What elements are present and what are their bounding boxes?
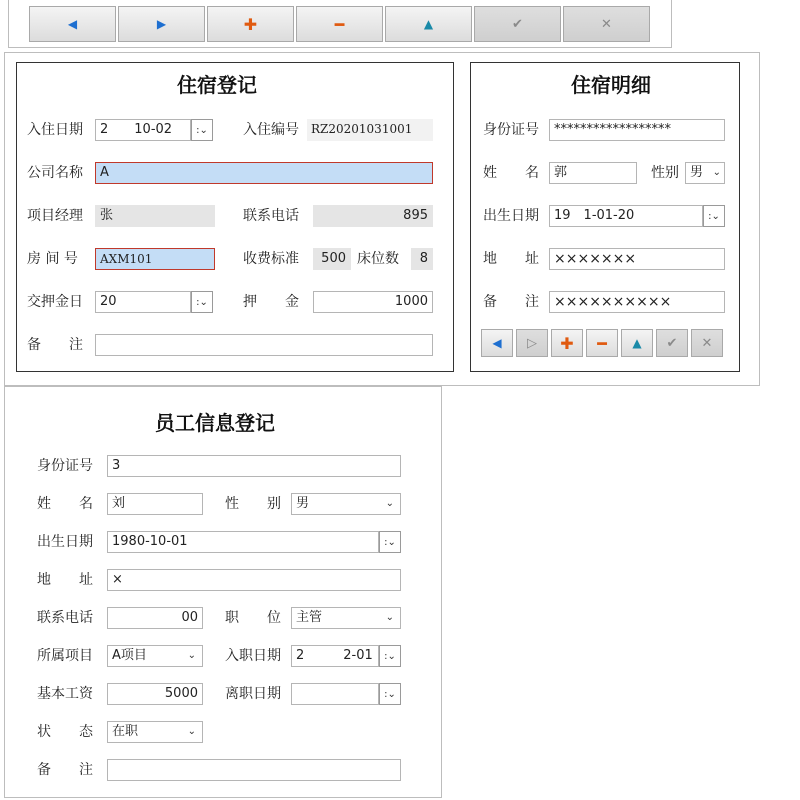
beds-label: 床位数 — [357, 251, 399, 267]
check-icon: ✔ — [666, 335, 678, 351]
top-toolbar-panel — [8, 0, 672, 48]
remark-field[interactable]: ×××××××××× — [549, 291, 725, 313]
edit-record-button[interactable] — [385, 6, 472, 42]
room-label: 房 间 号 — [27, 251, 78, 267]
emp-status-label: 状 态 — [37, 724, 93, 740]
emp-phone-label: 联系电话 — [37, 610, 93, 626]
emp-birth-label: 出生日期 — [37, 534, 93, 550]
birth-field[interactable]: 19 1-01-20 — [549, 205, 703, 227]
emp-position-value: 主管 — [296, 610, 323, 625]
delete-record-button[interactable] — [296, 6, 383, 42]
up-triangle-icon: ▲ — [423, 17, 434, 31]
remark-label: 备 注 — [483, 294, 539, 310]
emp-gender-select[interactable] — [291, 493, 401, 515]
id-field[interactable]: ****************** — [549, 119, 725, 141]
detail-delete-button[interactable] — [586, 329, 618, 357]
checkin-no-field[interactable]: RZ20201031001 — [307, 119, 433, 141]
chevron-down-icon: :⌄ — [384, 650, 396, 662]
cancel-edit-button[interactable] — [563, 6, 650, 42]
emp-position-select[interactable] — [291, 607, 401, 629]
emp-gender-label: 性 别 — [225, 496, 281, 512]
up-triangle-icon: ▲ — [632, 336, 642, 350]
chevron-down-icon: :⌄ — [196, 296, 208, 308]
prev-record-button[interactable] — [29, 6, 116, 42]
manager-label: 项目经理 — [27, 208, 83, 224]
emp-address-field[interactable]: × — [107, 569, 401, 591]
chevron-down-icon: ⌄ — [385, 498, 394, 509]
emp-project-label: 所属项目 — [37, 648, 93, 664]
chevron-down-icon: ⌄ — [712, 167, 721, 178]
emp-leave-date-label: 离职日期 — [225, 686, 281, 702]
emp-position-label: 职 位 — [225, 610, 281, 626]
close-icon: ✕ — [601, 16, 612, 32]
emp-project-select[interactable] — [107, 645, 203, 667]
emp-status-select[interactable] — [107, 721, 203, 743]
minus-icon: ━ — [597, 333, 607, 353]
name-label: 姓 名 — [483, 165, 539, 181]
phone-label: 联系电话 — [243, 208, 299, 224]
deposit-date-field[interactable]: 20 — [95, 291, 191, 313]
birth-dropdown[interactable] — [703, 205, 725, 227]
chevron-down-icon: :⌄ — [708, 210, 720, 222]
emp-id-label: 身份证号 — [37, 458, 93, 474]
minus-icon: ━ — [334, 14, 345, 34]
arrow-right-icon: ▶ — [156, 17, 167, 31]
company-field[interactable]: A — [95, 162, 433, 184]
emp-phone-field[interactable]: 00 — [107, 607, 203, 629]
detail-prev-button[interactable] — [481, 329, 513, 357]
gender-value: 男 — [690, 165, 704, 180]
gender-select[interactable] — [685, 162, 725, 184]
address-field[interactable]: ××××××× — [549, 248, 725, 270]
emp-remark-field[interactable] — [107, 759, 401, 781]
chevron-down-icon: :⌄ — [384, 536, 396, 548]
plus-icon: ✚ — [560, 333, 574, 353]
chevron-down-icon: ⌄ — [187, 650, 196, 661]
id-label: 身份证号 — [483, 122, 539, 138]
emp-id-field[interactable]: 3 — [107, 455, 401, 477]
save-record-button[interactable] — [474, 6, 561, 42]
deposit-label: 押 金 — [243, 294, 299, 310]
emp-salary-field[interactable]: 5000 — [107, 683, 203, 705]
emp-leave-date-dropdown[interactable] — [379, 683, 401, 705]
emp-remark-label: 备 注 — [37, 762, 93, 778]
fee-label: 收费标准 — [243, 251, 299, 267]
remark-field[interactable] — [95, 334, 433, 356]
add-record-button[interactable] — [207, 6, 294, 42]
emp-gender-value: 男 — [296, 496, 310, 511]
next-record-button[interactable] — [118, 6, 205, 42]
address-label: 地 址 — [483, 251, 539, 267]
chevron-down-icon: ⌄ — [187, 726, 196, 737]
checkin-date-dropdown[interactable] — [191, 119, 213, 141]
checkin-date-label: 入住日期 — [27, 122, 83, 138]
emp-project-value: A项目 — [112, 648, 147, 663]
phone-field[interactable]: 895 — [313, 205, 433, 227]
detail-cancel-button[interactable] — [691, 329, 723, 357]
room-field[interactable]: AXM101 — [95, 248, 215, 270]
lodging-registration-form — [16, 62, 454, 372]
arrow-right-icon: ▷ — [527, 335, 537, 351]
manager-field[interactable]: 张 — [95, 205, 215, 227]
chevron-down-icon: :⌄ — [196, 124, 208, 136]
detail-next-button[interactable] — [516, 329, 548, 357]
deposit-date-dropdown[interactable] — [191, 291, 213, 313]
detail-save-button[interactable] — [656, 329, 688, 357]
gender-label: 性别 — [651, 165, 679, 181]
beds-field[interactable]: 8 — [411, 248, 433, 270]
arrow-left-icon: ◀ — [67, 17, 78, 31]
employee-registration-form — [4, 386, 442, 798]
deposit-date-label: 交押金日 — [27, 294, 83, 310]
emp-hire-date-label: 入职日期 — [225, 648, 281, 664]
emp-name-field[interactable]: 刘 — [107, 493, 203, 515]
employee-title: 员工信息登记 — [155, 411, 275, 435]
detail-add-button[interactable] — [551, 329, 583, 357]
emp-leave-date-field[interactable] — [291, 683, 379, 705]
lodging-detail-form — [470, 62, 740, 372]
plus-icon: ✚ — [243, 14, 258, 34]
check-icon: ✔ — [512, 16, 523, 32]
detail-edit-button[interactable] — [621, 329, 653, 357]
detail-title: 住宿明细 — [571, 73, 651, 97]
birth-label: 出生日期 — [483, 208, 539, 224]
emp-status-value: 在职 — [112, 724, 139, 739]
chevron-down-icon: :⌄ — [384, 688, 396, 700]
fee-field[interactable]: 500 — [313, 248, 351, 270]
company-label: 公司名称 — [27, 165, 83, 181]
emp-address-label: 地 址 — [37, 572, 93, 588]
emp-hire-date-dropdown[interactable] — [379, 645, 401, 667]
emp-birth-dropdown[interactable] — [379, 531, 401, 553]
deposit-field[interactable]: 1000 — [313, 291, 433, 313]
emp-birth-field[interactable]: 1980-10-01 — [107, 531, 379, 553]
form-title: 住宿登记 — [177, 73, 257, 97]
emp-name-label: 姓 名 — [37, 496, 93, 512]
emp-salary-label: 基本工资 — [37, 686, 93, 702]
remark-label: 备 注 — [27, 337, 83, 353]
checkin-date-field[interactable]: 2 10-02 — [95, 119, 191, 141]
chevron-down-icon: ⌄ — [385, 612, 394, 623]
emp-hire-date-field[interactable]: 2 2-01 — [291, 645, 379, 667]
name-field[interactable]: 郭 — [549, 162, 637, 184]
checkin-no-label: 入住编号 — [243, 122, 299, 138]
close-icon: ✕ — [701, 335, 713, 351]
arrow-left-icon: ◀ — [492, 336, 502, 350]
